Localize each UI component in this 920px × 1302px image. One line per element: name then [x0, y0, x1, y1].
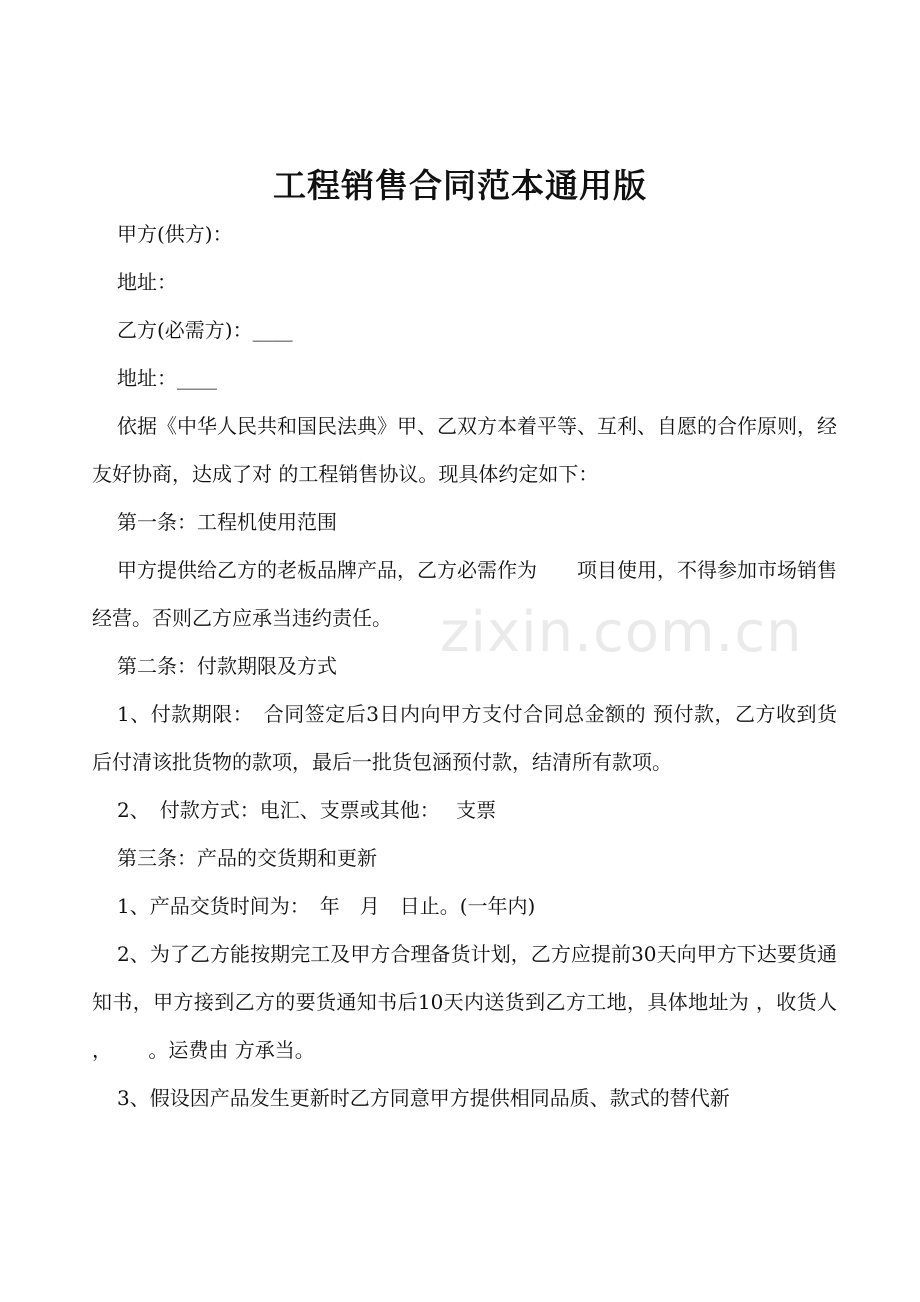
- watermark: zixin.com.cn: [440, 600, 803, 665]
- party-a-address-line: 地址：: [117, 270, 177, 294]
- article-1-heading: 第一条：工程机使用范围: [117, 510, 337, 534]
- party-b-address-line: 地址：____: [117, 366, 217, 390]
- article-2-clause-1: 1、付款期限： 合同签定后3日内向甲方支付合同总金额的 预付款，乙方收到货后付清该批货物的款项，最后一批货包涵预付款，结清所有款项。: [92, 702, 837, 774]
- article-1-body: 甲方提供给乙方的老板品牌产品，乙方必需作为 项目使用，不得参加市场销售经营。否则乙方应承当违约责任。: [92, 558, 837, 630]
- article-2-heading: 第二条：付款期限及方式: [117, 654, 337, 678]
- article-2-clause-2: 2、 付款方式：电汇、支票或其他： 支票: [117, 798, 497, 822]
- contract-body: [92, 210, 837, 1122]
- party-b-line: 乙方(必需方)：____: [117, 318, 293, 342]
- article-3-heading: 第三条：产品的交货期和更新: [117, 846, 377, 870]
- party-a-line: 甲方(供方)：: [117, 222, 233, 246]
- document-title: 工程销售合同范本通用版: [273, 166, 647, 205]
- article-3-clause-2: 2、为了乙方能按期完工及甲方合理备货计划，乙方应提前30天向甲方下达要货通知书，甲方接到乙方的要货通知书后10天内送货到乙方工地，具体地址为 ，收货人 ， 。运费由 方承当。: [92, 942, 837, 1062]
- preamble-paragraph: 依据《中华人民共和国民法典》甲、乙双方本着平等、互利、自愿的合作原则，经友好协商，达成了对 的工程销售协议。现具体约定如下：: [92, 414, 837, 486]
- article-3-clause-3: 3、假设因产品发生更新时乙方同意甲方提供相同品质、款式的替代新: [117, 1086, 730, 1110]
- article-3-clause-1: 1、产品交货时间为： 年 月 日止。(一年内): [117, 894, 536, 918]
